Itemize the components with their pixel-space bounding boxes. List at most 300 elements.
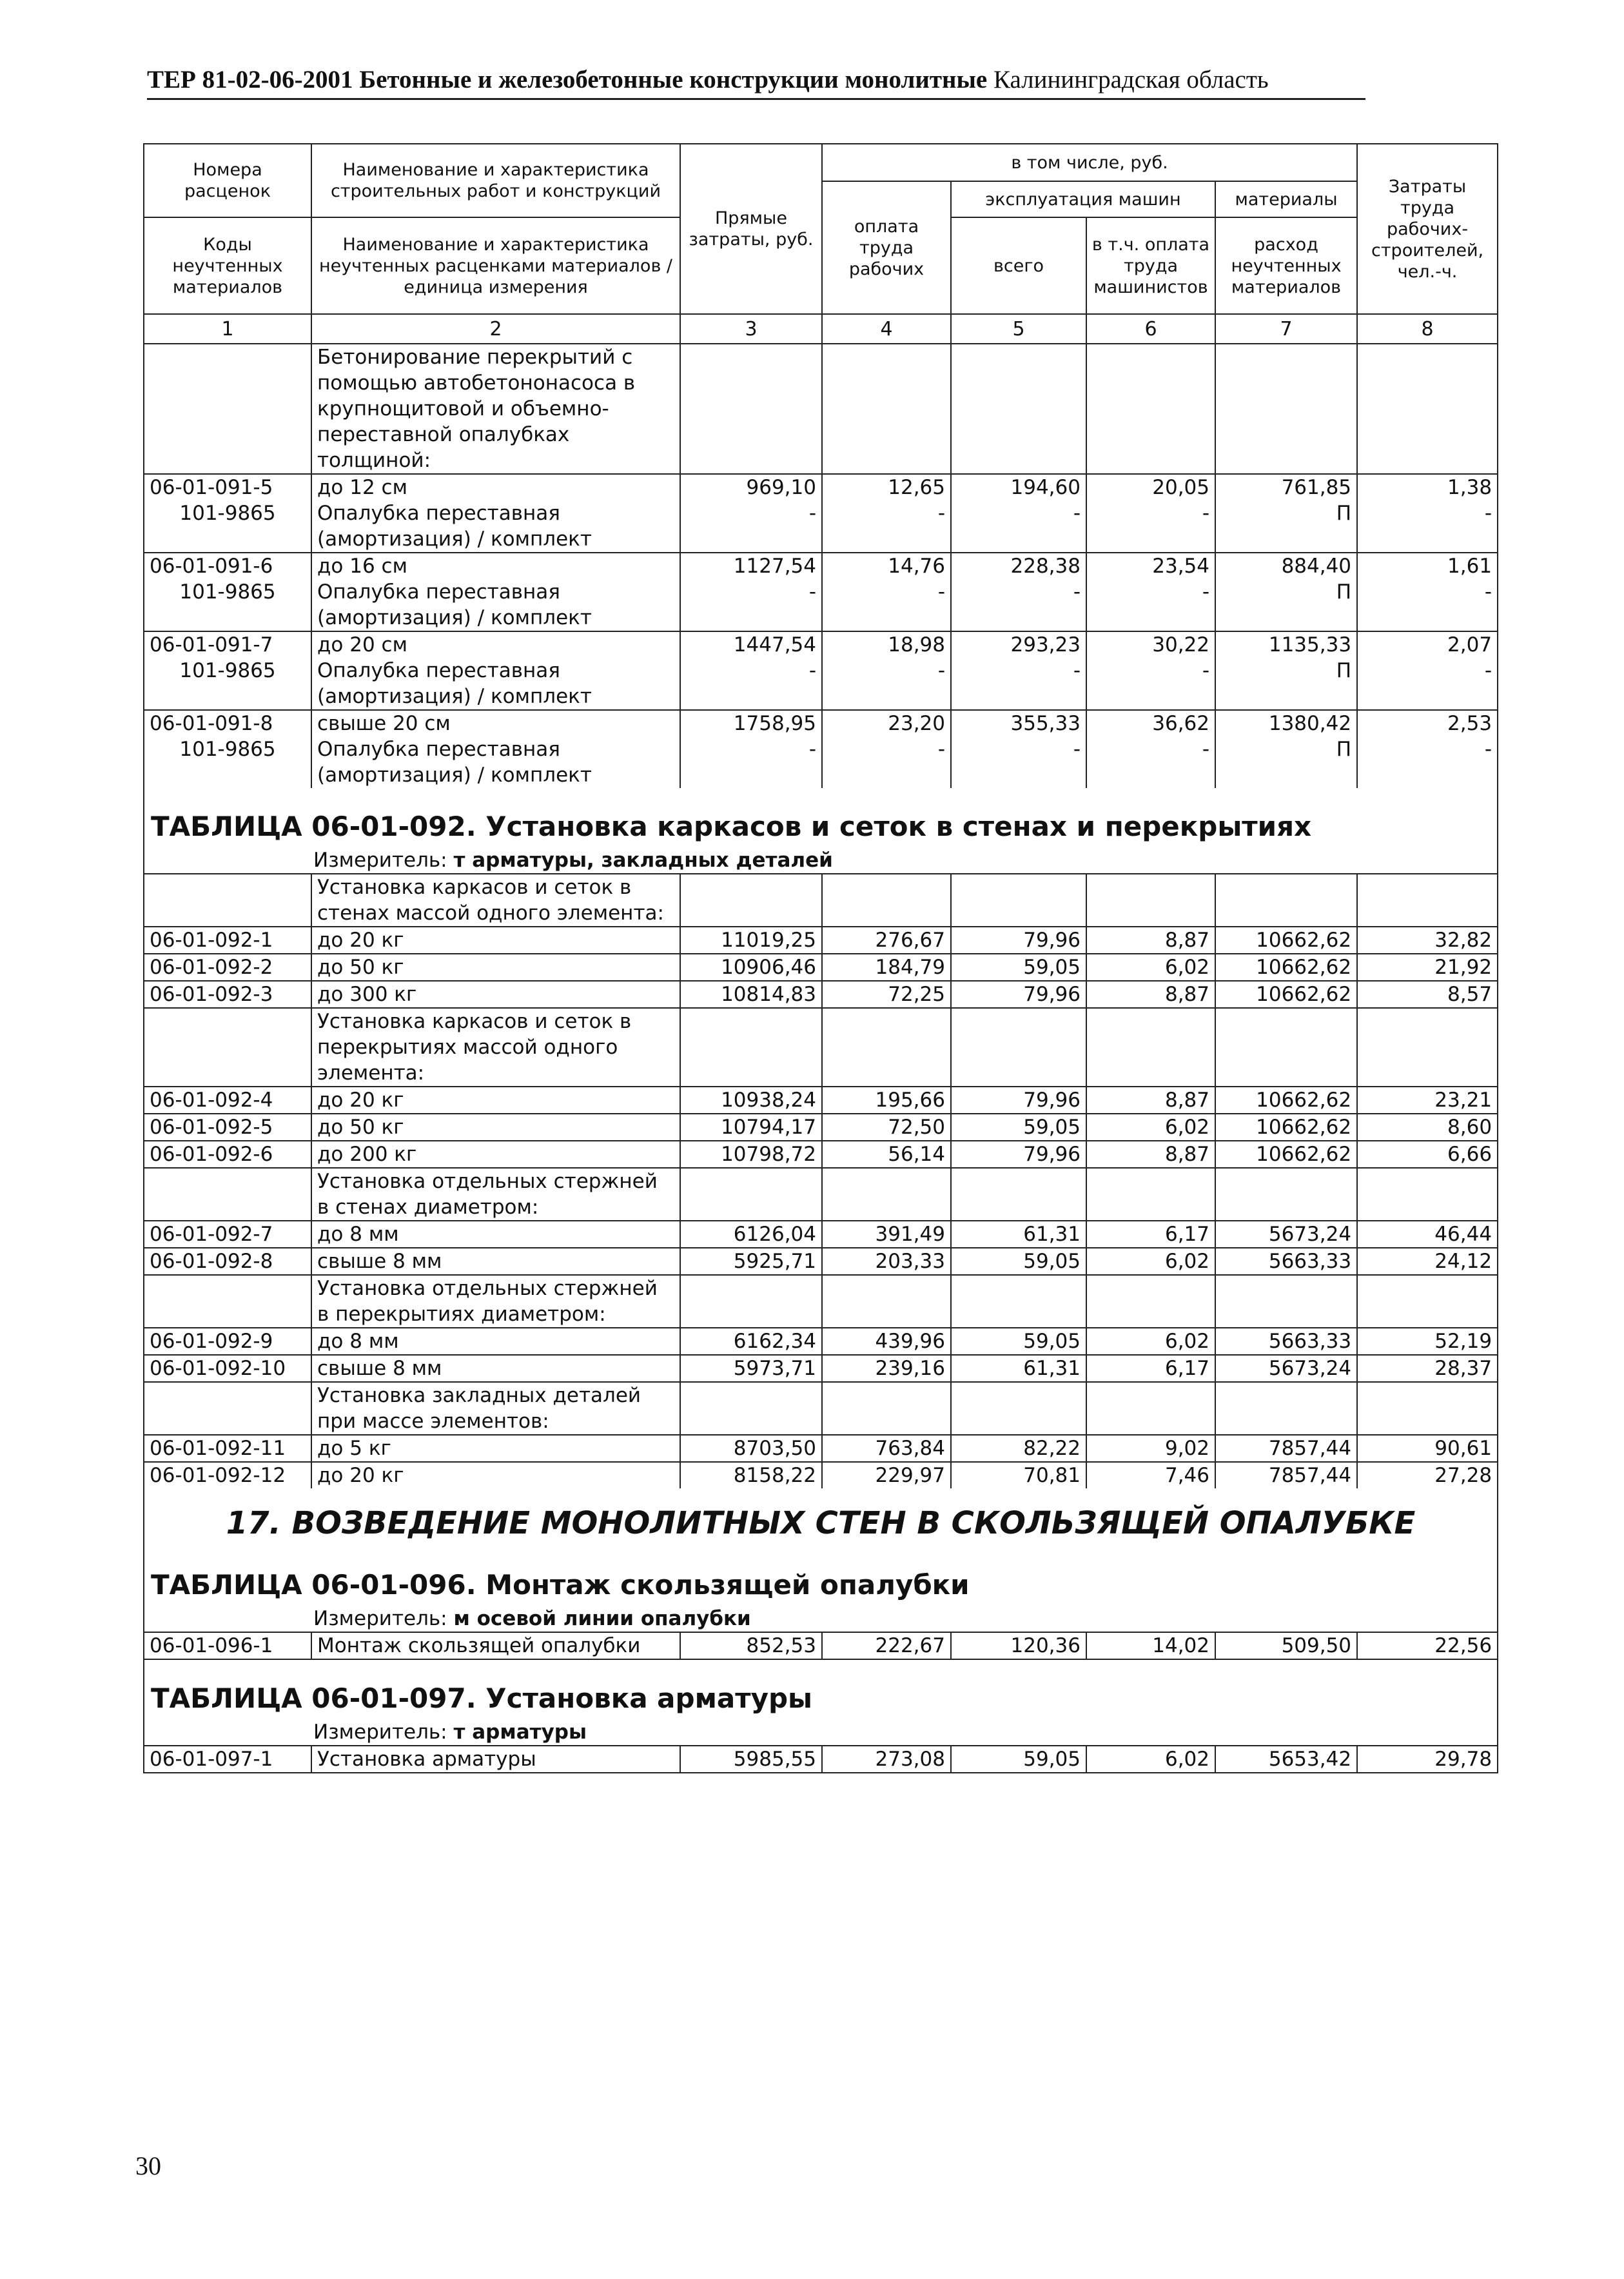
rate-mach-lab: 6,02 — [1086, 1746, 1215, 1773]
rate-name: Установка арматуры — [311, 1746, 680, 1773]
material-consumption: П — [1215, 736, 1357, 762]
empty-cell — [1086, 762, 1215, 788]
col-6-header: в т.ч. оплата труда машинистов — [1086, 217, 1215, 314]
table-header — [144, 144, 1498, 344]
incl-header: в том числе, руб. — [822, 144, 1357, 181]
dash-cell: - — [1357, 658, 1498, 684]
rate-labor: 12,65 — [822, 474, 951, 500]
empty-cell — [1357, 422, 1498, 448]
document-code: ТЕР 81-02-06-2001 — [147, 66, 353, 94]
column-number: 7 — [1215, 314, 1357, 344]
meter-label: Измеритель: — [313, 1721, 447, 1744]
rate-row — [144, 1248, 1498, 1275]
material-code: 101-9865 — [144, 579, 311, 605]
rate-mach-lab: 30,22 — [1086, 631, 1215, 658]
rate-name: свыше 8 мм — [311, 1355, 680, 1382]
empty-cell — [1215, 1275, 1357, 1301]
empty-cell — [1357, 874, 1498, 900]
rate-row — [144, 1114, 1498, 1141]
dash-cell: - — [680, 500, 822, 526]
empty-cell — [951, 1408, 1086, 1435]
empty-cell — [680, 1301, 822, 1328]
rate-mach-lab: 20,05 — [1086, 474, 1215, 500]
empty-cell — [144, 1060, 311, 1087]
empty-cell — [822, 1301, 951, 1328]
rate-mach: 59,05 — [951, 1746, 1086, 1773]
empty-cell — [144, 1408, 311, 1435]
rate-name: свыше 20 см — [311, 710, 680, 736]
document-region: Калининградская область — [993, 66, 1269, 94]
empty-cell — [680, 396, 822, 422]
table-092-title — [144, 788, 1498, 847]
empty-cell — [822, 1275, 951, 1301]
rate-hours: 46,44 — [1357, 1221, 1498, 1248]
dash-cell: - — [1086, 736, 1215, 762]
rate-direct: 1127,54 — [680, 553, 822, 579]
empty-cell — [822, 344, 951, 370]
empty-cell — [680, 526, 822, 553]
material-row-cont — [144, 526, 1498, 553]
machines-header: эксплуатация машин — [951, 181, 1215, 217]
dash-cell: - — [680, 658, 822, 684]
section-17-title-text: 17. ВОЗВЕДЕНИЕ МОНОЛИТНЫХ СТЕН В СКОЛЬЗЯЩЕЙ ОПАЛУБКЕ — [144, 1488, 1498, 1546]
empty-cell — [144, 1168, 311, 1194]
empty-cell — [1215, 762, 1357, 788]
material-row-cont — [144, 605, 1498, 631]
rate-row — [144, 981, 1498, 1008]
column-number: 4 — [822, 314, 951, 344]
rate-code: 06-01-092-12 — [144, 1462, 311, 1488]
rate-mach-lab: 6,02 — [1086, 1328, 1215, 1355]
rate-hours: 1,38 — [1357, 474, 1498, 500]
empty-cell — [951, 1382, 1086, 1408]
empty-cell — [951, 370, 1086, 396]
empty-cell — [951, 605, 1086, 631]
rate-hours: 32,82 — [1357, 927, 1498, 954]
material-unit: (амортизация) / комплект — [311, 605, 680, 631]
empty-cell — [822, 605, 951, 631]
rate-mat: 10662,62 — [1215, 1114, 1357, 1141]
rate-name: Монтаж скользящей опалубки — [311, 1632, 680, 1659]
dash-cell: - — [951, 500, 1086, 526]
rate-mat: 10662,62 — [1215, 927, 1357, 954]
rate-name: до 200 кг — [311, 1141, 680, 1168]
rate-row — [144, 553, 1498, 579]
empty-cell — [822, 370, 951, 396]
empty-cell — [1086, 1275, 1215, 1301]
rate-labor: 239,16 — [822, 1355, 951, 1382]
group-intro-text: стенах массой одного элемента: — [311, 900, 680, 927]
empty-cell — [1086, 1301, 1215, 1328]
empty-cell — [144, 370, 311, 396]
empty-cell — [144, 1008, 311, 1034]
empty-cell — [1357, 1194, 1498, 1221]
empty-cell — [951, 684, 1086, 710]
rate-mach-lab: 9,02 — [1086, 1435, 1215, 1462]
empty-cell — [144, 684, 311, 710]
empty-cell — [1357, 900, 1498, 927]
rate-direct: 5973,71 — [680, 1355, 822, 1382]
rate-row — [144, 1221, 1498, 1248]
rate-code: 06-01-092-11 — [144, 1435, 311, 1462]
rate-name: до 20 см — [311, 631, 680, 658]
material-name: Опалубка переставная — [311, 736, 680, 762]
empty-cell — [822, 762, 951, 788]
rate-row — [144, 1087, 1498, 1114]
empty-cell — [1215, 396, 1357, 422]
rate-hours: 24,12 — [1357, 1248, 1498, 1275]
rate-mat: 7857,44 — [1215, 1462, 1357, 1488]
table-096-meter — [144, 1606, 1498, 1632]
rate-row — [144, 631, 1498, 658]
empty-cell — [1357, 448, 1498, 474]
empty-cell — [144, 448, 311, 474]
empty-cell — [1215, 1008, 1357, 1034]
rate-direct: 8703,50 — [680, 1435, 822, 1462]
empty-cell — [1086, 605, 1215, 631]
empty-cell — [680, 1060, 822, 1087]
rate-hours: 22,56 — [1357, 1632, 1498, 1659]
empty-cell — [822, 396, 951, 422]
rate-direct: 1758,95 — [680, 710, 822, 736]
empty-cell — [1357, 1034, 1498, 1060]
empty-cell — [144, 1382, 311, 1408]
empty-cell — [680, 1408, 822, 1435]
empty-cell — [1215, 684, 1357, 710]
group-intro-text: в стенах диаметром: — [311, 1194, 680, 1221]
rate-hours: 29,78 — [1357, 1746, 1498, 1773]
rate-name: до 8 мм — [311, 1328, 680, 1355]
empty-cell — [1086, 1194, 1215, 1221]
rate-labor: 439,96 — [822, 1328, 951, 1355]
material-code: 101-9865 — [144, 736, 311, 762]
empty-cell — [951, 396, 1086, 422]
material-consumption: П — [1215, 500, 1357, 526]
rate-row — [144, 927, 1498, 954]
empty-cell — [144, 874, 311, 900]
material-name: Опалубка переставная — [311, 579, 680, 605]
group-intro-row — [144, 1408, 1498, 1435]
empty-cell — [680, 344, 822, 370]
rate-direct: 10814,83 — [680, 981, 822, 1008]
rate-row — [144, 1632, 1498, 1659]
group-intro-row — [144, 874, 1498, 900]
empty-cell — [822, 422, 951, 448]
rate-code: 06-01-096-1 — [144, 1632, 311, 1659]
material-row — [144, 658, 1498, 684]
col-3-header: Прямые затраты, руб. — [680, 144, 822, 314]
empty-cell — [680, 762, 822, 788]
empty-cell — [680, 900, 822, 927]
empty-cell — [1086, 1034, 1215, 1060]
rate-name: до 300 кг — [311, 981, 680, 1008]
dash-cell: - — [951, 658, 1086, 684]
rate-row — [144, 1141, 1498, 1168]
empty-cell — [680, 1008, 822, 1034]
rate-row — [144, 954, 1498, 981]
rate-hours: 8,57 — [1357, 981, 1498, 1008]
dash-cell: - — [951, 579, 1086, 605]
rate-mach: 355,33 — [951, 710, 1086, 736]
table-097-title — [144, 1659, 1498, 1719]
empty-cell — [1215, 1382, 1357, 1408]
material-row — [144, 736, 1498, 762]
group-intro-text: Установка каркасов и сеток в — [311, 874, 680, 900]
rate-name: до 50 кг — [311, 1114, 680, 1141]
empty-cell — [144, 1301, 311, 1328]
rate-direct: 11019,25 — [680, 927, 822, 954]
column-number: 8 — [1357, 314, 1498, 344]
rate-mat: 509,50 — [1215, 1632, 1357, 1659]
empty-cell — [1215, 1408, 1357, 1435]
empty-cell — [1086, 684, 1215, 710]
table-097-meter — [144, 1719, 1498, 1746]
empty-cell — [951, 1168, 1086, 1194]
empty-cell — [951, 1194, 1086, 1221]
empty-cell — [1086, 1408, 1215, 1435]
empty-cell — [144, 1034, 311, 1060]
empty-cell — [1215, 900, 1357, 927]
empty-cell — [680, 1168, 822, 1194]
rate-code: 06-01-092-8 — [144, 1248, 311, 1275]
group-intro-text: крупнощитовой и объемно- — [311, 396, 680, 422]
group-intro-row — [144, 1275, 1498, 1301]
empty-cell — [680, 448, 822, 474]
empty-cell — [822, 526, 951, 553]
material-unit: (амортизация) / комплект — [311, 762, 680, 788]
rate-name: до 8 мм — [311, 1221, 680, 1248]
meter-value: т арматуры, закладных деталей — [453, 849, 833, 872]
group-intro-row — [144, 1034, 1498, 1060]
empty-cell — [1215, 1168, 1357, 1194]
rate-labor: 72,50 — [822, 1114, 951, 1141]
empty-cell — [1357, 1301, 1498, 1328]
rate-code: 06-01-092-1 — [144, 927, 311, 954]
rate-row — [144, 710, 1498, 736]
group-intro-row — [144, 1194, 1498, 1221]
empty-cell — [1357, 684, 1498, 710]
rate-mach: 293,23 — [951, 631, 1086, 658]
rate-mach: 228,38 — [951, 553, 1086, 579]
rate-mach-lab: 6,17 — [1086, 1355, 1215, 1382]
group-intro-text: Установка отдельных стержней — [311, 1275, 680, 1301]
material-row-cont — [144, 684, 1498, 710]
empty-cell — [680, 1034, 822, 1060]
rate-name: до 20 кг — [311, 1087, 680, 1114]
material-code: 101-9865 — [144, 658, 311, 684]
empty-cell — [144, 396, 311, 422]
empty-cell — [144, 422, 311, 448]
group-intro-text: в перекрытиях диаметром: — [311, 1301, 680, 1328]
group-intro-row — [144, 370, 1498, 396]
dash-cell: - — [822, 736, 951, 762]
group-intro-text: переставной опалубках — [311, 422, 680, 448]
material-unit: (амортизация) / комплект — [311, 526, 680, 553]
group-intro-text: Бетонирование перекрытий с — [311, 344, 680, 370]
rate-labor: 14,76 — [822, 553, 951, 579]
rate-code: 06-01-092-5 — [144, 1114, 311, 1141]
empty-cell — [144, 1194, 311, 1221]
rate-mat: 5653,42 — [1215, 1746, 1357, 1773]
rate-hours: 52,19 — [1357, 1328, 1498, 1355]
group-intro-row — [144, 1382, 1498, 1408]
table-096-title — [144, 1546, 1498, 1606]
empty-cell — [1357, 1060, 1498, 1087]
dash-cell: - — [822, 579, 951, 605]
rate-mach-lab: 8,87 — [1086, 1141, 1215, 1168]
col-2-bottom-header: Наименование и характеристика неучтенных расценками материалов / единица измерения — [311, 217, 680, 314]
rate-labor: 203,33 — [822, 1248, 951, 1275]
rate-mach: 59,05 — [951, 1248, 1086, 1275]
empty-cell — [680, 370, 822, 396]
group-intro-text: Установка отдельных стержней — [311, 1168, 680, 1194]
empty-cell — [951, 874, 1086, 900]
rates-table — [143, 143, 1498, 1773]
group-intro-text: Установка каркасов и сеток в — [311, 1008, 680, 1034]
empty-cell — [1357, 1008, 1498, 1034]
rate-mach-lab: 36,62 — [1086, 710, 1215, 736]
rates-sheet — [143, 143, 1497, 1773]
empty-cell — [1357, 605, 1498, 631]
rate-mach: 120,36 — [951, 1632, 1086, 1659]
rate-mach: 82,22 — [951, 1435, 1086, 1462]
rate-mat: 10662,62 — [1215, 981, 1357, 1008]
empty-cell — [951, 762, 1086, 788]
rate-labor: 56,14 — [822, 1141, 951, 1168]
section-17-title — [144, 1488, 1498, 1546]
rate-code: 06-01-092-6 — [144, 1141, 311, 1168]
column-number: 5 — [951, 314, 1086, 344]
rate-mach-lab: 23,54 — [1086, 553, 1215, 579]
rate-mat: 5663,33 — [1215, 1248, 1357, 1275]
rate-mach-lab: 8,87 — [1086, 981, 1215, 1008]
rate-mach: 61,31 — [951, 1221, 1086, 1248]
empty-cell — [1215, 605, 1357, 631]
rate-mach-lab: 6,02 — [1086, 1248, 1215, 1275]
rate-hours: 28,37 — [1357, 1355, 1498, 1382]
group-intro-text: помощью автобетононасоса в — [311, 370, 680, 396]
group-intro-row — [144, 344, 1498, 370]
rate-mach: 59,05 — [951, 1114, 1086, 1141]
rate-labor: 18,98 — [822, 631, 951, 658]
rate-hours: 90,61 — [1357, 1435, 1498, 1462]
rate-labor: 23,20 — [822, 710, 951, 736]
rate-direct: 6162,34 — [680, 1328, 822, 1355]
rate-direct: 852,53 — [680, 1632, 822, 1659]
dash-cell: - — [951, 736, 1086, 762]
empty-cell — [144, 900, 311, 927]
group-intro-row — [144, 448, 1498, 474]
rate-code: 06-01-091-7 — [144, 631, 311, 658]
group-intro-row — [144, 900, 1498, 927]
empty-cell — [1357, 370, 1498, 396]
rate-code: 06-01-091-6 — [144, 553, 311, 579]
rate-labor: 763,84 — [822, 1435, 951, 1462]
empty-cell — [1215, 422, 1357, 448]
rate-labor: 222,67 — [822, 1632, 951, 1659]
rate-direct: 10794,17 — [680, 1114, 822, 1141]
empty-cell — [680, 1194, 822, 1221]
empty-cell — [1357, 1275, 1498, 1301]
col-7-header: расход неучтенных материалов — [1215, 217, 1357, 314]
rate-mat: 5673,24 — [1215, 1355, 1357, 1382]
col-5-header: всего — [951, 217, 1086, 314]
rate-row — [144, 1746, 1498, 1773]
table-092-meter — [144, 847, 1498, 874]
rate-code: 06-01-091-8 — [144, 710, 311, 736]
column-number: 1 — [144, 314, 311, 344]
material-consumption: П — [1215, 658, 1357, 684]
rate-mach: 59,05 — [951, 1328, 1086, 1355]
rate-mach-lab: 8,87 — [1086, 927, 1215, 954]
rate-code: 06-01-097-1 — [144, 1746, 311, 1773]
materials-header: материалы — [1215, 181, 1357, 217]
group-intro-text: перекрытиях массой одного — [311, 1034, 680, 1060]
empty-cell — [1357, 396, 1498, 422]
rate-mat: 1380,42 — [1215, 710, 1357, 736]
group-intro-row — [144, 396, 1498, 422]
rate-row — [144, 474, 1498, 500]
empty-cell — [1086, 396, 1215, 422]
group-intro-text: толщиной: — [311, 448, 680, 474]
rate-mat: 10662,62 — [1215, 954, 1357, 981]
empty-cell — [1086, 448, 1215, 474]
empty-cell — [144, 1275, 311, 1301]
rate-mach: 79,96 — [951, 1141, 1086, 1168]
empty-cell — [951, 1301, 1086, 1328]
rate-mat: 5663,33 — [1215, 1328, 1357, 1355]
material-consumption: П — [1215, 579, 1357, 605]
rate-row — [144, 1462, 1498, 1488]
empty-cell — [1357, 1168, 1498, 1194]
rate-direct: 6126,04 — [680, 1221, 822, 1248]
dash-cell: - — [1357, 736, 1498, 762]
empty-cell — [144, 344, 311, 370]
rate-mat: 10662,62 — [1215, 1141, 1357, 1168]
col-4-header: оплата труда рабочих — [822, 181, 951, 314]
rate-mach-lab: 6,02 — [1086, 954, 1215, 981]
empty-cell — [822, 900, 951, 927]
column-numbers-row — [144, 314, 1498, 344]
empty-cell — [680, 1382, 822, 1408]
empty-cell — [1357, 762, 1498, 788]
group-intro-row — [144, 1060, 1498, 1087]
empty-cell — [951, 1275, 1086, 1301]
rate-labor: 276,67 — [822, 927, 951, 954]
dash-cell: - — [1357, 579, 1498, 605]
rate-labor: 195,66 — [822, 1087, 951, 1114]
rate-mach: 59,05 — [951, 954, 1086, 981]
rate-name: свыше 8 мм — [311, 1248, 680, 1275]
rate-mach: 79,96 — [951, 927, 1086, 954]
rate-mach: 70,81 — [951, 1462, 1086, 1488]
rate-code: 06-01-092-7 — [144, 1221, 311, 1248]
rate-mach-lab: 8,87 — [1086, 1087, 1215, 1114]
rate-mach: 194,60 — [951, 474, 1086, 500]
rate-code: 06-01-092-4 — [144, 1087, 311, 1114]
group-intro-text: при массе элементов: — [311, 1408, 680, 1435]
col-2-top-header: Наименование и характеристика строительных работ и конструкций — [311, 144, 680, 217]
empty-cell — [951, 422, 1086, 448]
rate-code: 06-01-092-2 — [144, 954, 311, 981]
group-intro-row — [144, 422, 1498, 448]
rate-mach: 79,96 — [951, 1087, 1086, 1114]
col-1-bottom-header: Коды неучтенных материалов — [144, 217, 311, 314]
table-092-title-text: ТАБЛИЦА 06-01-092. Установка каркасов и сеток в стенах и перекрытиях — [144, 788, 1498, 847]
empty-cell — [822, 448, 951, 474]
empty-cell — [680, 1275, 822, 1301]
dash-cell: - — [1086, 500, 1215, 526]
